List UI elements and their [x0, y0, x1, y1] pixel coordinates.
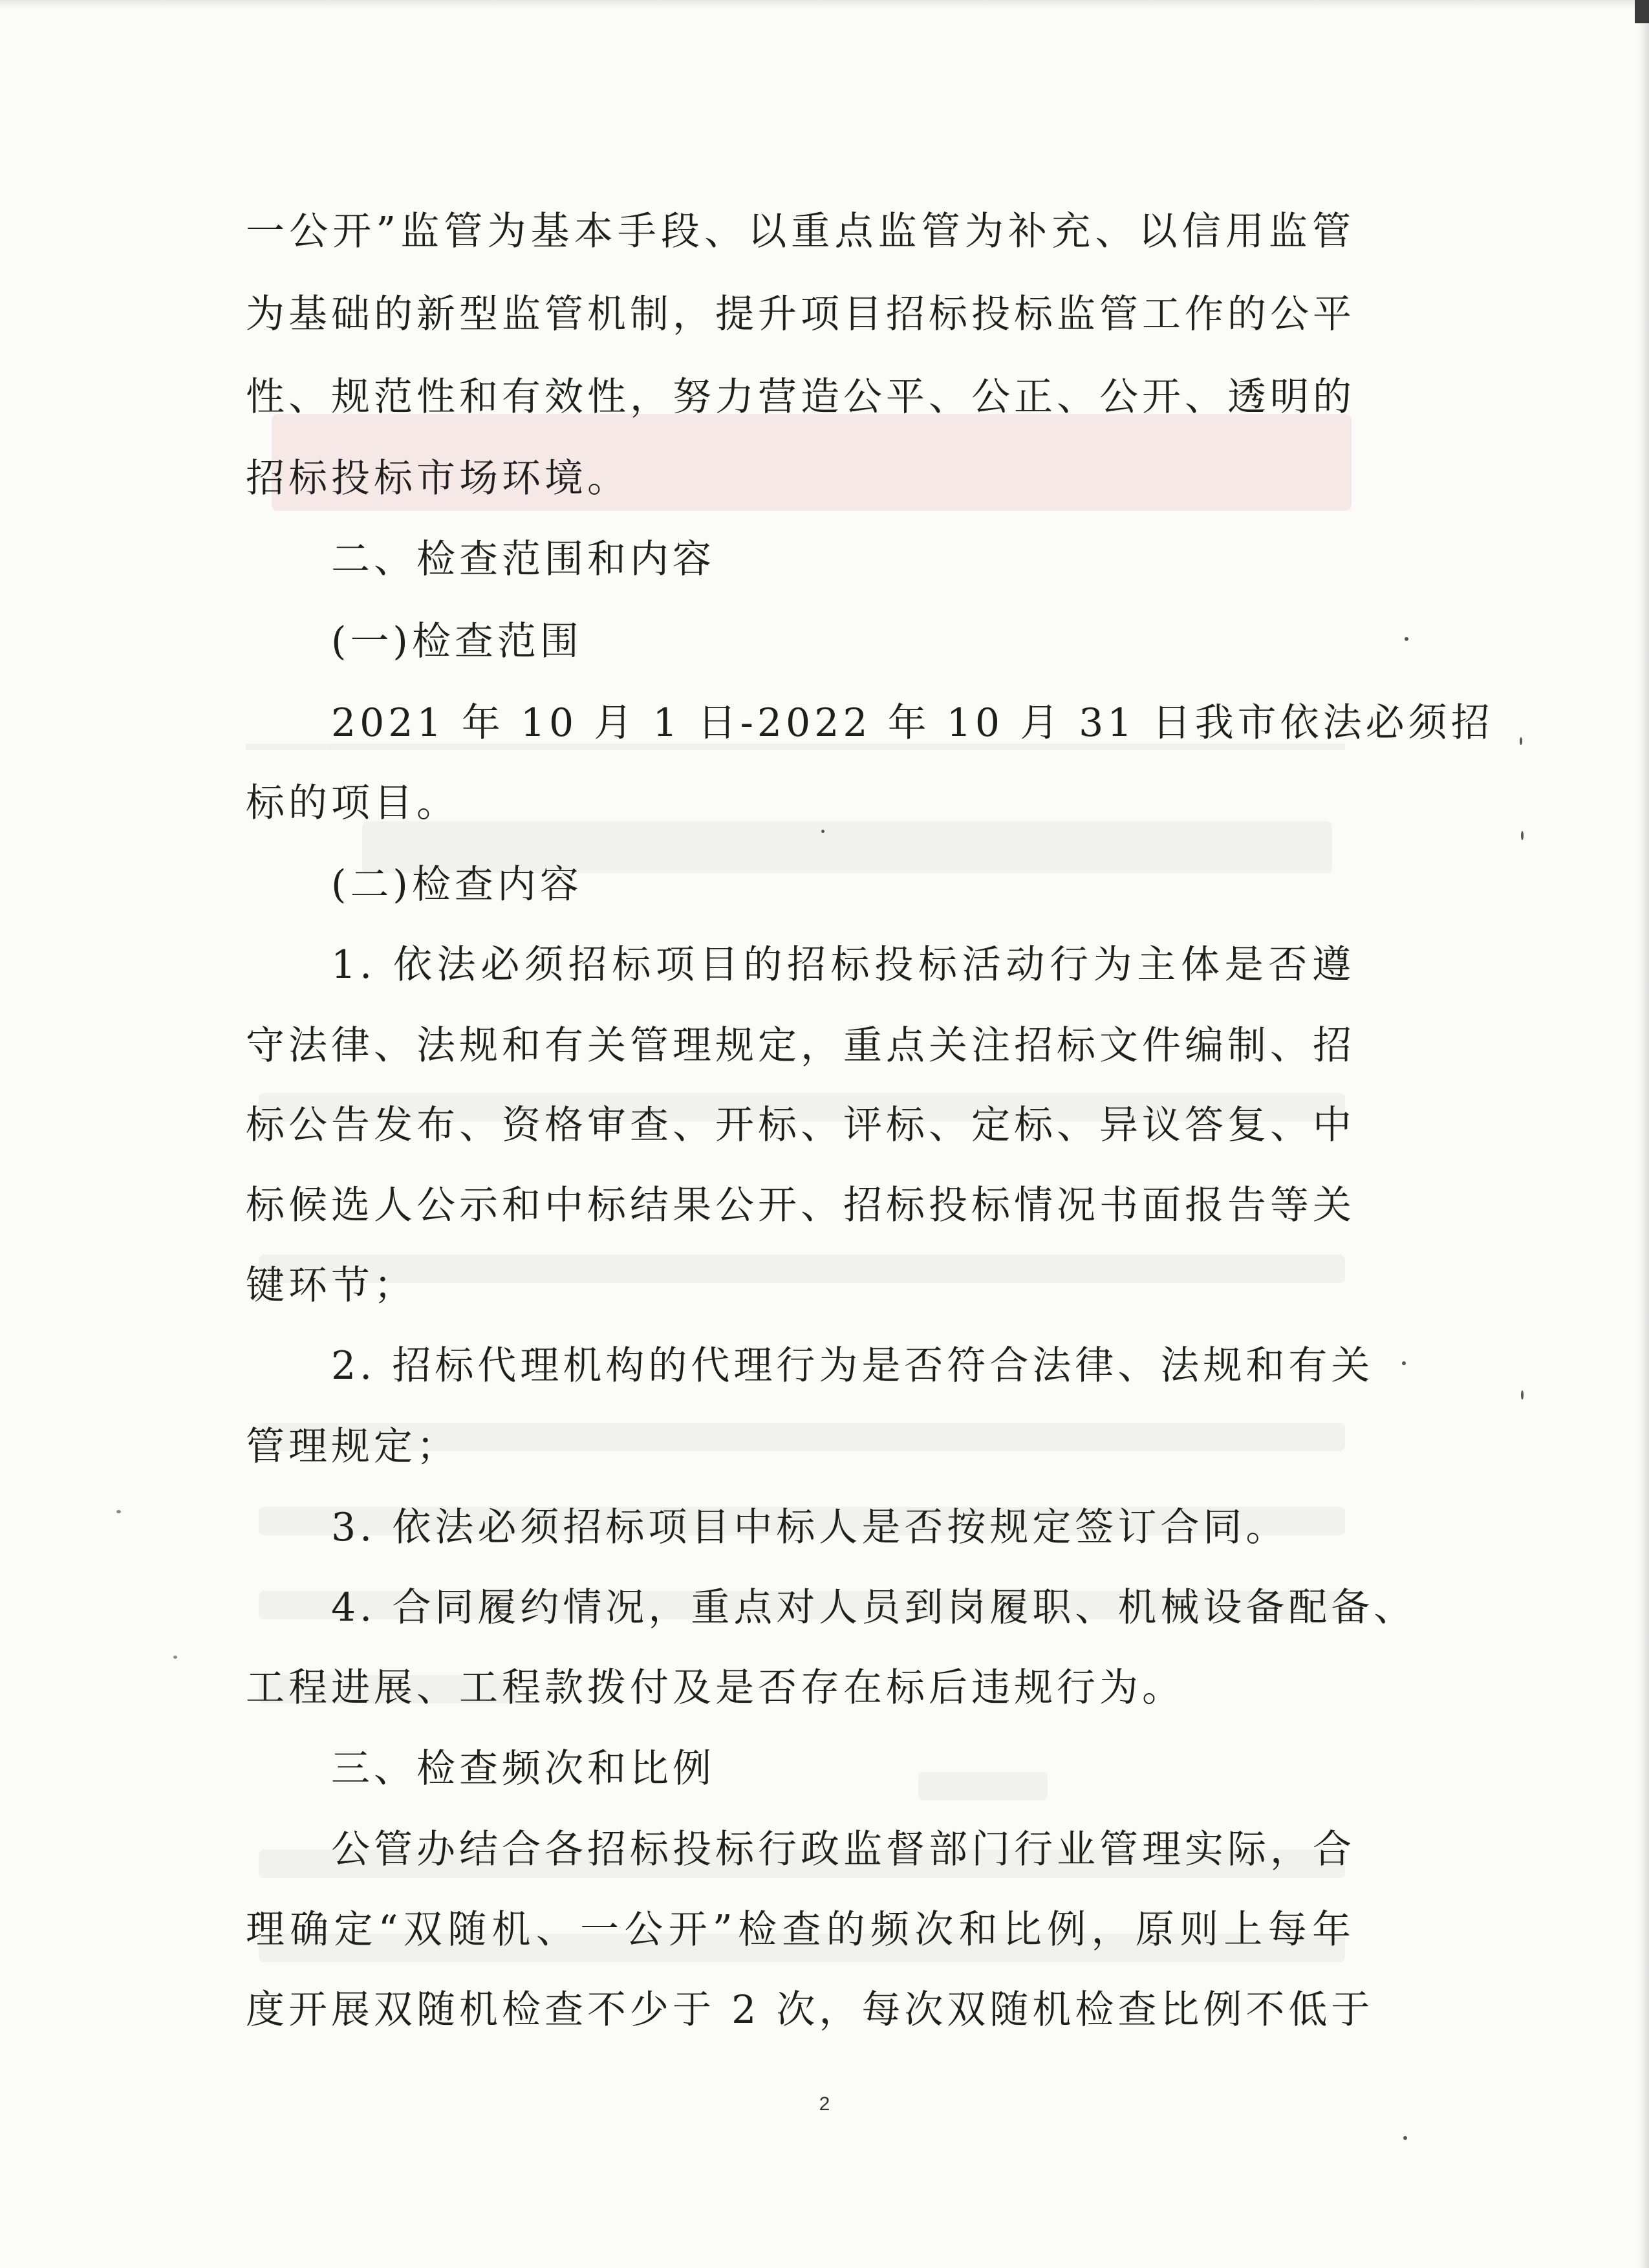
line-4: 招标投标市场环境。 — [246, 456, 630, 501]
line-23: 度开展双随机检查不少于 2 次，每次双随机检查比例不低于 — [246, 1987, 1374, 2033]
scan-speck — [1520, 737, 1522, 745]
scan-speck — [1521, 831, 1524, 840]
line-8: 标的项目。 — [246, 781, 459, 826]
section-heading-3: 三、检查频次和比例 — [331, 1746, 715, 1791]
line-2: 为基础的新型监管机制，提升项目招标投标监管工作的公平 — [246, 292, 1355, 337]
scan-speck — [1405, 637, 1408, 641]
item-1-line-3: 标公告发布、资格审查、开标、评标、定标、异议答复、中 — [246, 1103, 1355, 1148]
scan-speck — [1402, 1361, 1406, 1365]
scan-corner-shadow — [1635, 0, 1649, 23]
scan-speck — [173, 1656, 177, 1659]
item-1-line-4: 标候选人公示和中标结果公开、招标投标情况书面报告等关 — [246, 1183, 1355, 1228]
item-4-line-1: 4. 合同履约情况，重点对人员到岗履职、机械设备配备、 — [331, 1585, 1417, 1630]
section-heading-2: 二、检查范围和内容 — [331, 537, 715, 582]
item-1-line-5: 键环节； — [246, 1263, 416, 1308]
scan-speck — [821, 830, 824, 833]
line-21: 公管办结合各招标投标行政监督部门行业管理实际，合 — [331, 1827, 1355, 1872]
scan-speck — [116, 1510, 121, 1513]
line-7: 2021 年 10 月 1 日-2022 年 10 月 31 日我市依法必须招 — [331, 700, 1494, 746]
item-3-line-1: 3. 依法必须招标项目中标人是否按规定签订合同。 — [331, 1505, 1289, 1550]
subheading-scope: (一)检查范围 — [331, 619, 583, 664]
line-3: 性、规范性和有效性，努力营造公平、公正、公开、透明的 — [246, 374, 1355, 420]
scan-speck — [1521, 1390, 1524, 1399]
line-1: 一公开”监管为基本手段、以重点监管为补充、以信用监管 — [246, 209, 1355, 254]
item-1-line-1: 1. 依法必须招标项目的招标投标活动行为主体是否遵 — [331, 942, 1355, 988]
scan-shadow-right — [1639, 0, 1649, 2268]
scan-shadow-top — [0, 0, 1649, 9]
item-1-line-2: 守法律、法规和有关管理规定，重点关注招标文件编制、招 — [246, 1023, 1355, 1068]
page-number: 2 — [819, 2093, 830, 2115]
scan-speck — [1403, 2136, 1407, 2140]
line-22: 理确定“双随机、一公开”检查的频次和比例，原则上每年 — [246, 1907, 1355, 1952]
item-2-line-2: 管理规定； — [246, 1424, 459, 1469]
subheading-content: (二)检查内容 — [331, 862, 583, 907]
item-2-line-1: 2. 招标代理机构的代理行为是否符合法律、法规和有关 — [331, 1343, 1374, 1388]
item-4-line-2: 工程进展、工程款拨付及是否存在标后违规行为。 — [246, 1665, 1185, 1711]
